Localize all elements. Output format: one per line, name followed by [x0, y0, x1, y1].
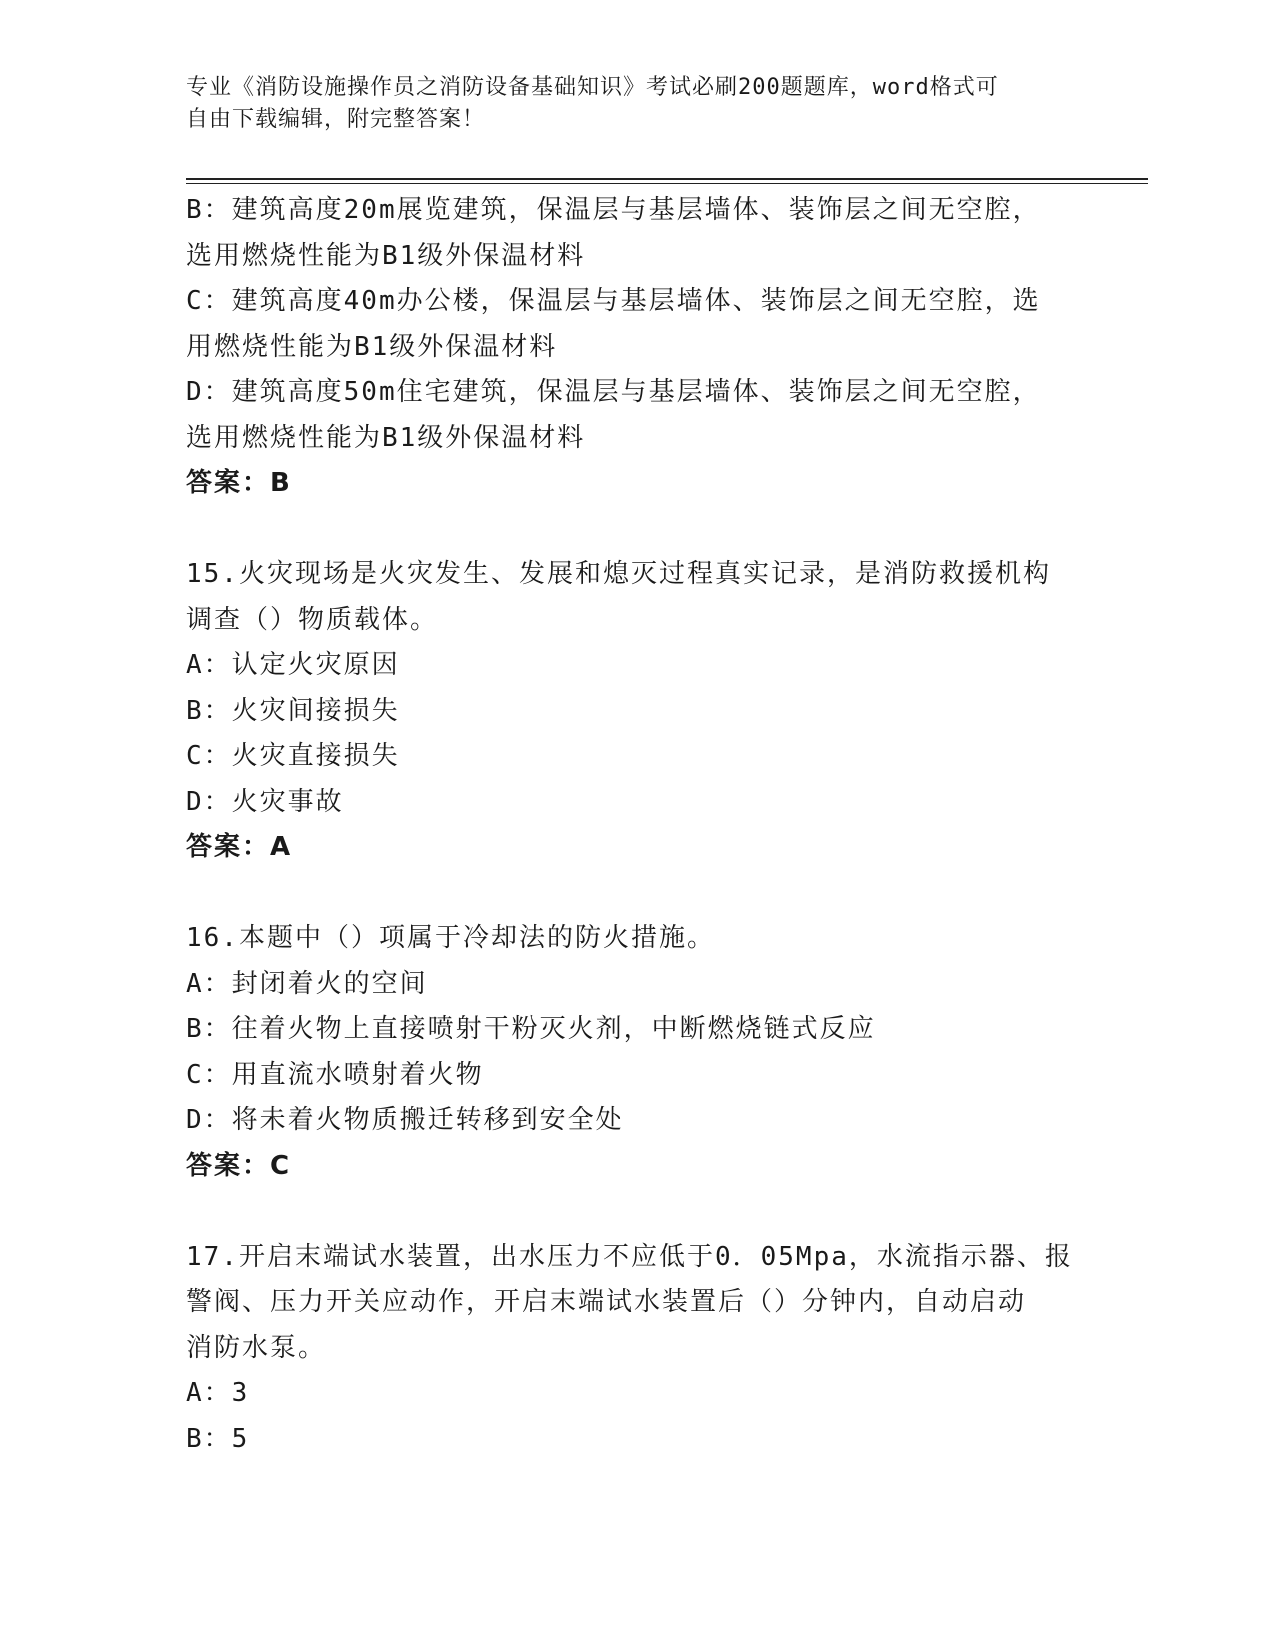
option-d-line-2: 选用燃烧性能为B1级外保温材料 [186, 422, 586, 453]
option-a: A：封闭着火的空间 [186, 968, 428, 999]
option-c-line-1: C：建筑高度40m办公楼，保温层与基层墙体、装饰层之间无空腔，选 [186, 286, 1041, 316]
option-b-line-1: B：建筑高度20m展览建筑，保温层与基层墙体、装饰层之间无空腔， [186, 195, 1041, 225]
header-divider-thin [186, 183, 1148, 184]
question-stem-line-1: 17.开启末端试水装置，出水压力不应低于0．05Mpa，水流指示器、报 [186, 1241, 1073, 1272]
option-d: D：将未着火物质搬迁转移到安全处 [186, 1105, 624, 1135]
option-c-line-2: 用燃烧性能为B1级外保温材料 [186, 331, 558, 362]
option-a: A：认定火灾原因 [186, 650, 400, 680]
header-title-line-2: 自由下载编辑，附完整答案！ [186, 107, 486, 132]
question-stem-line-1: 16.本题中（）项属于冷却法的防火措施。 [186, 923, 715, 953]
question-stem-line-1: 15.火灾现场是火灾发生、发展和熄灭过程真实记录，是消防救援机构 [186, 559, 1051, 589]
option-c: C：用直流水喷射着火物 [186, 1059, 484, 1090]
option-b: B：5 [186, 1423, 250, 1454]
question-content [186, 188, 1086, 1462]
header-title-line-1: 专业《消防设施操作员之消防设备基础知识》考试必刷200题题库，word格式可 [186, 75, 999, 100]
page-header [186, 72, 1086, 136]
option-b-line-2: 选用燃烧性能为B1级外保温材料 [186, 240, 586, 271]
option-d: D：火灾事故 [186, 786, 344, 817]
question-17 [186, 1235, 1086, 1463]
paragraph-gap [186, 1189, 1086, 1235]
question-stem-line-2: 调查（）物质载体。 [186, 604, 439, 635]
question-16 [186, 916, 1086, 1189]
question-stem-line-3: 消防水泵。 [186, 1332, 327, 1363]
option-b: B：往着火物上直接喷射干粉灭火剂，中断燃烧链式反应 [186, 1014, 876, 1044]
option-b: B：火灾间接损失 [186, 695, 400, 726]
paragraph-gap [186, 871, 1086, 917]
header-divider-thick [186, 178, 1148, 180]
question-14-continued [186, 188, 1086, 507]
option-a: A：3 [186, 1378, 250, 1408]
question-15 [186, 552, 1086, 871]
answer-line: 答案：B [186, 468, 292, 498]
paragraph-gap [186, 507, 1086, 553]
option-c: C：火灾直接损失 [186, 741, 400, 771]
question-stem-line-2: 警阀、压力开关应动作，开启末端试水装置后（）分钟内，自动启动 [186, 1287, 1027, 1317]
answer-line: 答案：C [186, 1150, 292, 1181]
option-d-line-1: D：建筑高度50m住宅建筑，保温层与基层墙体、装饰层之间无空腔， [186, 377, 1041, 407]
answer-line: 答案：A [186, 832, 293, 862]
